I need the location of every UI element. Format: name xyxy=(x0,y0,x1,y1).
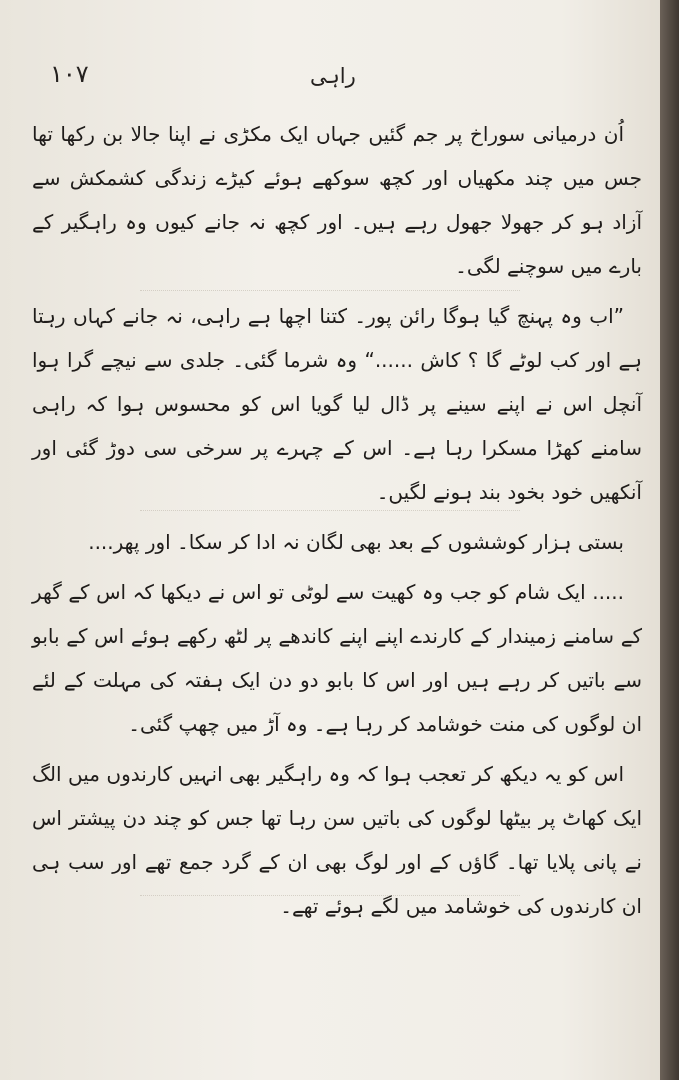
paragraph: اس کو یہ دیکھ کر تعجب ہوا کہ وہ راہگیر بھی انہیں کارندوں میں الگ ایک کھاٹ پر بیٹھا لوگوں کی باتیں سن رہا تھا جس کو چند دن پیشتر اس نے پانی پلایا تھا۔ گاؤں کے اور لوگ بھی ان کے گرد جمع تھے اور سب ہی ان کارندوں کی خوشامد میں لگے ہوئے تھے۔ xyxy=(32,762,642,918)
running-head: راہی xyxy=(310,64,356,88)
paragraph: بستی ہزار کوششوں کے بعد بھی لگان نہ ادا کر سکا۔ اور پھر.... xyxy=(88,530,624,554)
page-edge-shadow xyxy=(660,0,679,1080)
page-number: ۱۰۷ xyxy=(50,60,89,88)
paragraph: ”اب وہ پہنچ گیا ہوگا رائن پور۔ کتنا اچھا ہے راہی، نہ جانے کہاں رہتا ہے اور کب لوٹے گا ؟ کاش ......“ وہ شرما گئی۔ جلدی سے نیچے گرا ہوا آنچل اس نے اپنے سینے پر ڈال لیا گویا اس کو محسوس ہوا کہ راہی سامنے کھڑا مسکرا رہا ہے۔ اس کے چہرے پر سرخی سی دوڑ گئی اور آنکھیں خود بخود بند ہونے لگیں۔ xyxy=(32,304,642,504)
page-body xyxy=(32,112,642,934)
paragraph: اُن درمیانی سوراخ پر جم گئیں جہاں ایک مکڑی نے اپنا جالا بن رکھا تھا جس میں چند مکھیاں اور کچھ سوکھے ہوئے کیڑے زندگی کشمکش سے آزاد ہو کر جھولا جھول رہے ہیں۔ اور کچھ نہ جانے کیوں وہ راہگیر کے بارے میں سوچنے لگی۔ xyxy=(32,122,642,278)
paragraph: ..... ایک شام کو جب وہ کھیت سے لوٹی تو اس نے دیکھا کہ اس کے گھر کے سامنے زمیندار کے کارندے اپنے اپنے کاندھے پر لٹھ رکھے ہوئے اس کے بابو سے باتیں کر رہے ہیں اور اس کا بابو دو دن ایک ہفتہ کی مہلت کے لئے ان لوگوں کی منت خوشامد کر رہا ہے۔ وہ آڑ میں چھپ گئی۔ xyxy=(32,580,642,736)
